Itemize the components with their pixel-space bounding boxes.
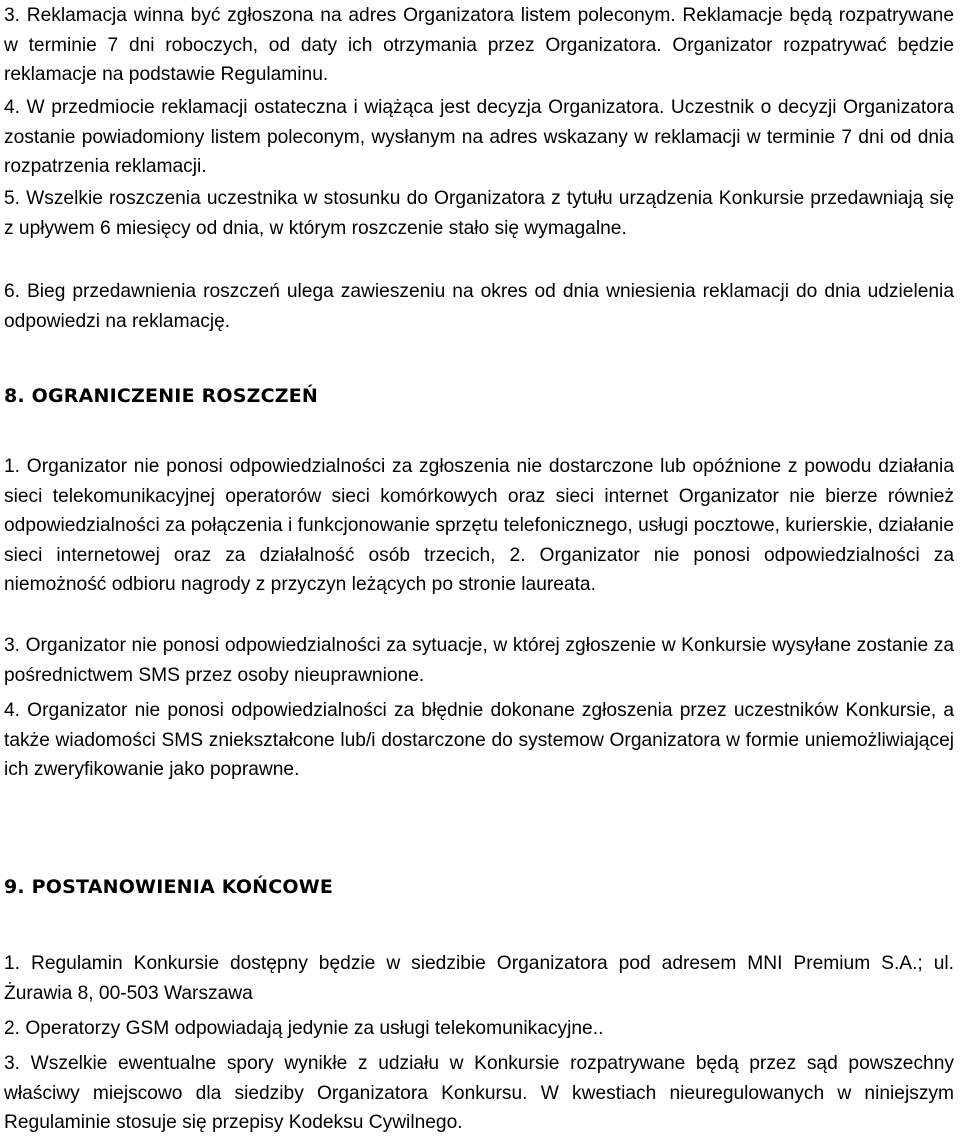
paragraph-8-3: 3. Organizator nie ponosi odpowiedzialności za sytuacje, w której zgłoszenie w Konkursie wysyłane zostanie za pośrednictwem SMS przez osoby nieuprawnione. (4, 635, 954, 686)
section-heading-8: 8. OGRANICZENIE ROSZCZEŃ (4, 385, 319, 407)
section-heading-9: 9. POSTANOWIENIA KOŃCOWE (4, 876, 334, 898)
paragraph-7-6: 6. Bieg przedawnienia roszczeń ulega zawieszeniu na okres od dnia wniesienia reklamacji do dnia udzielenia odpowiedzi na reklamację. (4, 281, 954, 332)
paragraph-8-4: 4. Organizator nie ponosi odpowiedzialności za błędnie dokonane zgłoszenia przez uczestników Konkursie, a także wiadomości SMS zniekształcone lub/i dostarczone do systemow Organizatora w formie uniemożliwiającej ich zweryfikowanie jako poprawne. (4, 700, 954, 780)
paragraph-9-2: 2. Operatorzy GSM odpowiadają jedynie za usługi telekomunikacyjne.. (4, 1018, 604, 1039)
paragraph-8-1: 1. Organizator nie ponosi odpowiedzialności za zgłoszenia nie dostarczone lub opóźnione z powodu działania sieci telekomunikacyjnej operatorów sieci komórkowych oraz sieci internet Organizator nie bierze również odpowiedzialności za połączenia i funkcjonowanie sprzętu telefonicznego, usługi pocztowe, kurierskie, działanie sieci internetowej oraz za działalność osób trzecich, 2. Organizator nie ponosi odpowiedzialności za niemożność odbioru nagrody z przyczyn leżących po stronie laureata. (4, 456, 954, 595)
paragraph-9-1: 1. Regulamin Konkursie dostępny będzie w siedzibie Organizatora pod adresem MNI Premium S.A.; ul. Żurawia 8, 00-503 Warszawa (4, 953, 954, 1004)
paragraph-7-4: 4. W przedmiocie reklamacji ostateczna i wiążąca jest decyzja Organizatora. Uczestnik o decyzji Organizatora zostanie powiadomiony listem poleconym, wysłanym na adres wskazany w reklamacji w terminie 7 dni od dnia rozpatrzenia reklamacji. (4, 97, 954, 177)
paragraph-7-3: 3. Reklamacja winna być zgłoszona na adres Organizatora listem poleconym. Reklamacje będą rozpatrywane w terminie 7 dni roboczych, od daty ich otrzymania przez Organizatora. Organizator rozpatrywać będzie reklamacje na podstawie Regulaminu. (4, 5, 954, 85)
paragraph-7-5: 5. Wszelkie roszczenia uczestnika w stosunku do Organizatora z tytułu urządzenia Konkursie przedawniają się z upływem 6 miesięcy od dnia, w którym roszczenie stało się wymagalne. (4, 188, 954, 239)
paragraph-9-3: 3. Wszelkie ewentualne spory wynikłe z udziału w Konkursie rozpatrywane będą przez sąd powszechny właściwy miejscowo dla siedziby Organizatora Konkursu. W kwestiach nieuregulowanych w niniejszym Regulaminie stosuje się przepisy Kodeksu Cywilnego. (4, 1053, 954, 1133)
